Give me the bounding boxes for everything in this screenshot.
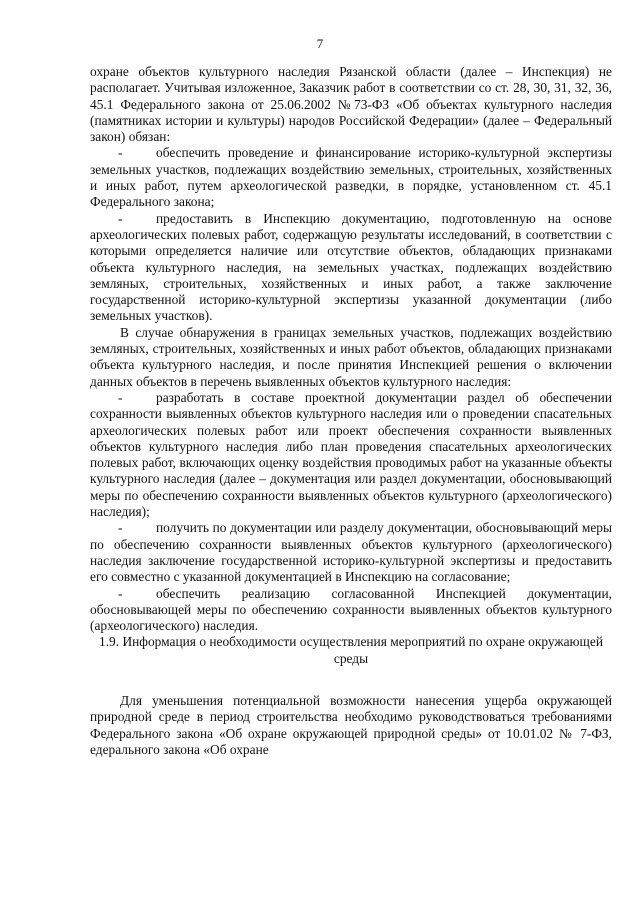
bullet-text: получить по документации или разделу документации, обосновывающий меры по обеспечению сохранности выявленных объектов культурного (археологического) наследия заключение государственной историко-культурной экспертизы и предоставить его совместно с указанной документацией в Инспекцию на согласование; [90,520,612,585]
bullet-dash: - [118,389,123,405]
bullet-dash: - [118,145,123,161]
bullet-item [90,520,612,585]
bullet-text: обеспечить проведение и финансирование историко-культурной экспертизы земельных участков, подлежащих воздействию земельных, строительных, хозяйственных и иных работ, путем археологической разведки, в порядке, установленном ст. 45.1 Федерального закона; [90,145,612,210]
paragraph: В случае обнаружения в границах земельных участков, подлежащих воздействию земляных, строительных, хозяйственных и иных работ объектов, обладающих признаками объекта культурного наследия, и после принятия Инспекцией решения о включении данных объектов в перечень выявленных объектов культурного наследия: [90,324,612,389]
bullet-item [90,390,612,520]
bullet-text: предоставить в Инспекцию документацию, подготовленную на основе археологических полевых работ, содержащую результаты исследований, в соответствии с которыми определяется наличие или отсутствие объектов, обладающих признаками объекта культурного наследия, на земельных участках, подлежащих воздействию земляных, строительных, хозяйственных и иных работ, а также заключение государственной историко-культурной экспертизы указанной документации (либо земельных участков). [90,210,612,324]
bullet-item [90,211,612,325]
bullet-text: обеспечить реализацию согласованной Инспекцией документации, обосновывающей меры по обеспечению сохранности выявленных объектов культурного (археологического) наследия. [90,585,612,634]
bullet-dash: - [118,210,123,226]
paragraph: Для уменьшения потенциальной возможности нанесения ущерба окружающей природной среде в период строительства необходимо руководствоваться требованиями Федерального закона «Об охране окружающей природной среды» от 10.01.02 № 7-ФЗ, едерального закона «Об охране [90,692,612,757]
document-body [90,64,612,758]
bullet-item [90,586,612,635]
paragraph: охране объектов культурного наследия Рязанской области (далее – Инспекция) не располагает. Учитывая изложенное, Заказчик работ в соответствии со ст. 28, 30, 31, 32, 36, 45.1 Федерального закона от 25.06.2002 №73-ФЗ «Об объектах культурного наследия (памятниках истории и культуры) народов Российской Федерации» (далее – Федеральный закон) обязан: [90,64,612,145]
page-number: 7 [316,36,324,51]
bullet-dash: - [118,585,123,601]
spacer [90,667,612,693]
section-heading: 1.9. Информация о необходимости осуществления мероприятий по охране окружающей среды [99,634,603,666]
bullet-item [90,145,612,210]
bullet-dash: - [118,520,123,536]
bullet-text: разработать в составе проектной документации раздел об обеспечении сохранности выявленных объектов культурного наследия или о проведении спасательных археологических полевых работ или проект обеспечения сохранности выявленных объектов культурного наследия либо план проведения спасательных археологических полевых работ, включающих оценку воздействия проводимых работ на указанные объекты культурного наследия (далее – документация или раздел документации, обосновывающий меры по обеспечению сохранности выявленных объектов культурного (археологического) наследия); [90,389,612,520]
